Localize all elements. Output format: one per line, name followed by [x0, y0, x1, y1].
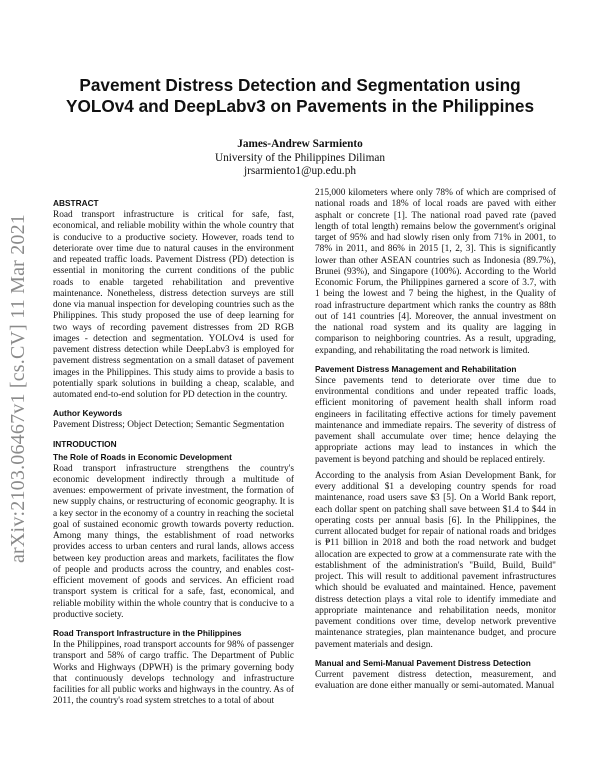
manual-detection-text: Current pavement distress detection, measurement, and evaluation are done either manually or semi-automated. Manual: [315, 669, 556, 691]
management-paragraph-1: Since pavements tend to deteriorate over time due to environmental conditions and under repeated traffic loads, efficient monitoring of pavement health shall inform road engineers in facilitating effective actions for timely pavement maintenance and immediate repairs. The severity of distress of pavement shall accumulate over time; hence delaying the appropriate actions may lead to instances in which the pavement is beyond patching and should be replaced entirely.: [315, 375, 556, 465]
management-paragraph-2: According to the analysis from Asian Development Bank, for every additional $1 a developing country spends for road maintenance, road users save $3 [5]. On a World Bank report, each dollar spent on patching shall save between $1.4 to $44 in operating costs per annual basis [6]. In the Philippines, the current allocated budget for repair of national roads and bridges is ₱11 billion in 2018 and both the road network and budget allocation are expected to grow at a commensurate rate with the establishment of the administration's "Build, Build, Build" project. This will result to additional pavement infrastructures which should be evaluated and maintained. Hence, pavement distress detection plays a vital role to identify immediate and appropriate maintenance and rehabilitation needs, monitor pavement conditions over time, develop network preventive maintenance strategies, plan maintenance budget, and procure pavement materials and design.: [315, 470, 556, 650]
arxiv-sidebar: [4, 0, 34, 776]
management-heading: Pavement Distress Management and Rehabilitation: [315, 363, 517, 374]
abstract-heading: ABSTRACT: [53, 198, 99, 208]
author-name: James-Andrew Sarmiento: [237, 138, 363, 150]
economic-role-heading: The Role of Roads in Economic Development: [53, 451, 232, 462]
author-block: [60, 138, 540, 179]
infrastructure-text: In the Philippines, road transport accounts for 98% of passenger transport and 58% of cargo traffic. The Department of Public Works and Highways (DPWH) is the primary governing body that continuously develops technology and infrastructure facilities for all public works and highways in the country. As of 2011, the country's road system stretches to a total of about: [53, 640, 294, 707]
paper-title: Pavement Distress Detection and Segmentation using YOLOv4 and DeepLabv3 on Pavements in the Philippines: [66, 75, 534, 116]
infrastructure-continued-text: 215,000 kilometers where only 78% of which are comprised of national roads and 18% of local roads are paved with either asphalt or concrete [1]. The national road paved rate (paved length of total length) remains below the government's original target of 95% and had slowly risen only from 71% in 2001, to 78% in 2011, and 86% in 2015 [1, 2, 3]. This is significantly lower than other ASEAN countries such as Indonesia (89.7%), Brunei (93%), and Singapore (100%). According to the World Economic Forum, the Philippines garnered a score of 3.7, with 1 being the lowest and 7 being the highest, in the Quality of road infrastructure department which ranks the country as 88th out of 141 countries [4]. Moreover, the annual investment on the national road system and its quality are lagging in comparison to neighboring countries. As a result, upgrading, expanding, and rehabilitating the road network is limited.: [315, 188, 556, 356]
introduction-heading: INTRODUCTION: [53, 438, 117, 449]
abstract-text: Road transport infrastructure is critical for safe, fast, economical, and reliable mobility within the whole country that is conducive to a productive society. However, roads tend to deteriorate over time due to natural causes in the environment and repeated traffic loads. Pavement Distress (PD) detection is essential in monitoring the current conditions of the public roads to enable targeted rehabilitation and preventive maintenance. Nonetheless, distress detection surveys are still done via manual inspection for developing countries such as the Philippines. This study proposed the use of deep learning for two ways of recording pavement distresses from 2D RGB images - detection and segmentation. YOLOv4 is used for pavement distress detection while DeepLabv3 is employed for pavement distress segmentation on a small dataset of pavement images in the Philippines. This study aims to provide a basis to potentially spark solutions in building a cheap, scalable, and automated end-to-end solution for PD detection in the country.: [53, 210, 294, 400]
manual-detection-heading: Manual and Semi-Manual Pavement Distress Detection: [315, 657, 531, 668]
left-column: [53, 198, 294, 713]
author-email: jrsarmiento1@up.edu.ph: [243, 165, 357, 177]
keywords-text: Pavement Distress; Object Detection; Semantic Segmentation: [53, 420, 285, 431]
introduction-text: Road transport infrastructure strengthens the country's economic development indirectly through a multitude of avenues: empowerment of private investment, the formation of new supply chains, or restructuring of economic geography. It is a key sector in the economy of a country in reaching the societal goal of sustained economic growth towards poverty reduction. Among many things, the establishment of road networks provides access to urban centers and rural lands, allows access between key production areas and markets, facilitates the flow of people and products across the country, and enables cost-efficient movement of goods and services. An efficient road transport system is critical for a safe, fast, economical, and reliable mobility within the whole country that is conducive to a productive society.: [53, 463, 294, 620]
infrastructure-heading: Road Transport Infrastructure in the Philippines: [53, 628, 242, 638]
author-affiliation: University of the Philippines Diliman: [214, 151, 386, 164]
arxiv-identifier: arXiv:2103.06467v1 [cs.CV] 11 Mar 2021: [7, 213, 30, 563]
right-column: [315, 188, 556, 697]
keywords-heading: Author Keywords: [53, 408, 123, 419]
